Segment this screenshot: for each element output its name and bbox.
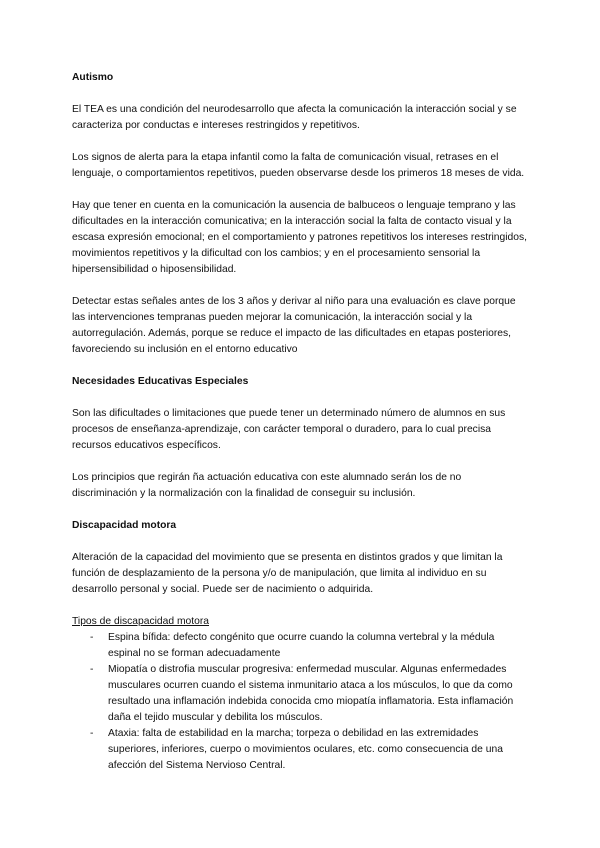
paragraph: El TEA es una condición del neurodesarrollo que afecta la comunicación la interacción social y se caracteriza por conductas e intereses restringidos y repetitivos. [72, 104, 517, 131]
section-title-nee: Necesidades Educativas Especiales [72, 376, 249, 387]
paragraph: Los signos de alerta para la etapa infantil como la falta de comunicación visual, retrases en el lenguaje, o comportamientos repetitivos, pueden observarse desde los primeros 18 meses de vida. [72, 152, 525, 179]
section-title-autismo: Autismo [72, 72, 114, 83]
paragraph: Detectar estas señales antes de los 3 años y derivar al niño para una evaluación es clave porque las intervenciones tempranas pueden mejorar la comunicación, la interacción social y la autorregulación. Además, porque se reduce el impacto de las dificultades en etapas posteriores, favoreciendo su inclusión en el entorno educativo [72, 296, 516, 355]
bullet-dash: - [90, 632, 94, 643]
list-item [72, 726, 528, 774]
bullet-dash: - [90, 728, 94, 739]
bullet-dash: - [90, 664, 94, 675]
list-item [72, 662, 528, 726]
document-body [72, 70, 528, 774]
list-item-text: Ataxia: falta de estabilidad en la marcha; torpeza o debilidad en las extremidades superiores, inferiores, cuerpo o movimientos oculares, etc. como consecuencia de una afección del Sistema Nervioso Central. [108, 728, 503, 771]
paragraph: Alteración de la capacidad del movimiento que se presenta en distintos grados y que limitan la función de desplazamiento de la persona y/o de manipulación, que limita al individuo en su desarrollo personal y social. Puede ser de nacimiento o adquirida. [72, 552, 503, 595]
subheading-tipos: Tipos de discapacidad motora [72, 616, 209, 627]
list-item [72, 630, 528, 662]
types-list [72, 630, 528, 774]
paragraph: Hay que tener en cuenta en la comunicación la ausencia de balbuceos o lenguaje temprano y las dificultades en la interacción comunicativa; en la interacción social la falta de contacto visual y la escasa expresión emocional; en el comportamiento y patrones repetitivos los intereses restringidos, movimientos repetitivos y la dificultad con los cambios; y en el procesamiento sensorial la hipersensibilidad o hiposensibilidad. [72, 200, 528, 275]
list-item-text: Miopatía o distrofia muscular progresiva: enfermedad muscular. Algunas enfermedades musculares ocurren cuando el sistema inmunitario ataca a los músculos, lo que da como resultado una inflamación indebida conocida cmo miopatía inflamatoria. Esta inflamación daña el tejido muscular y debilita los músculos. [108, 664, 514, 723]
section-title-motora: Discapacidad motora [72, 520, 177, 531]
paragraph: Son las dificultades o limitaciones que puede tener un determinado número de alumnos en sus procesos de enseñanza-aprendizaje, con carácter temporal o duradero, para lo cual precisa recursos educativos específicos. [72, 408, 506, 451]
list-item-text: Espina bífida: defecto congénito que ocurre cuando la columna vertebral y la médula espinal no se forman adecuadamente [108, 632, 495, 659]
paragraph: Los principios que regirán ña actuación educativa con este alumnado serán los de no discriminación y la normalización con la finalidad de conseguir su inclusión. [72, 472, 462, 499]
